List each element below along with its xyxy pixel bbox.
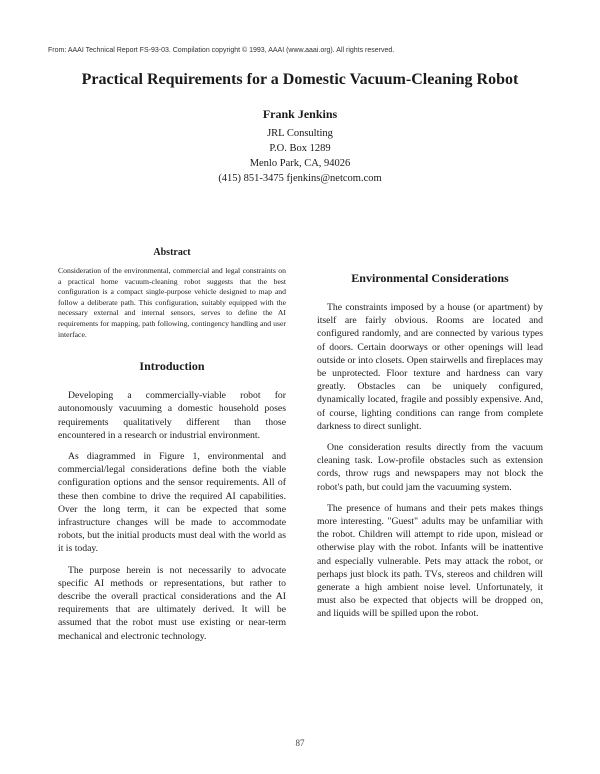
author-city: Menlo Park, CA, 94026 [249, 158, 351, 169]
environmental-paragraph: One consideration results directly from the vacuum cleaning task. Low-profile obstacles such as extension cords, throw rugs and newspapers may not block the robot's path, but could jam the vacuuming system. [317, 442, 543, 493]
abstract-heading: Abstract [153, 247, 191, 258]
author-contact: (415) 851-3475 fjenkins@netcom.com [218, 173, 382, 184]
introduction-heading: Introduction [139, 359, 205, 374]
page-number: 87 [295, 738, 305, 748]
introduction-paragraph: The purpose herein is not necessarily to advocate specific AI methods or representations, but rather to describe the overall practical considerations and the AI requirements that are ultimately derived. It will be assumed that the robot must use existing or near-term mechanical and electronic technology. [58, 564, 286, 642]
right-column [317, 271, 543, 629]
source-attribution: From: AAAI Technical Report FS-93-03. Compilation copyright © 1993, AAAI (www.aaai.org). All rights reserved. [48, 47, 395, 54]
environmental-paragraph: The constraints imposed by a house (or apartment) by itself are fairly obvious. Rooms are located and configured randomly, and are connected by various types of doors. Certain doorways or other openings will lead outside or into closets. Open stairwells and fireplaces may be unprotected. Floor texture and hardness can vary greatly. Obstacles can be uniquely configured, dynamically located, fragile and possibly expensive. And, of course, lighting conditions can range from complete darkness to direct sunlight. [317, 302, 543, 432]
introduction-paragraph: Developing a commercially-viable robot for autonomously vacuuming a domestic household poses requirements qualitatively different than those encountered in a research or industrial environment. [58, 390, 286, 441]
author-po-box: P.O. Box 1289 [269, 143, 331, 154]
environmental-heading: Environmental Considerations [351, 271, 509, 285]
introduction-paragraph: As diagrammed in Figure 1, environmental and commercial/legal considerations define both the viable configuration options and the sensor requirements. All of these then combine to drive the required AI capabilities. Over the long term, it can be expected that some infrastructure changes will be made to accommodate robots, but the initial products must deal with the world as it is today. [58, 450, 286, 555]
paper-title: Practical Requirements for a Domestic Vacuum-Cleaning Robot [81, 71, 519, 88]
author-name: Frank Jenkins [262, 107, 338, 121]
author-block [150, 107, 450, 186]
author-affiliation: JRL Consulting [267, 128, 333, 139]
left-column [58, 247, 286, 651]
environmental-paragraph: The presence of humans and their pets makes things more interesting. "Guest" adults may be unfamiliar with the robot. Children will attempt to ride upon, mislead or otherwise play with the robot. Infants will be inattentive and especially vulnerable. Pets may attack the robot, or perhaps just block its path. TVs, stereos and children will generate a high ambient noise level. Unfortunately, it must also be expected that objects will be dropped on, and liquids will be spilled upon the robot. [317, 502, 543, 620]
abstract-text: Consideration of the environmental, commercial and legal constraints on a practical home vacuum-cleaning robot suggests that the best configuration is a compact single-purpose vehicle designed to map and follow a deliberate path. This configuration, suitably equipped with the necessary external and internal sensors, serves to define the AI requirements for mapping, path following, contingency handling and user interface. [58, 266, 286, 339]
